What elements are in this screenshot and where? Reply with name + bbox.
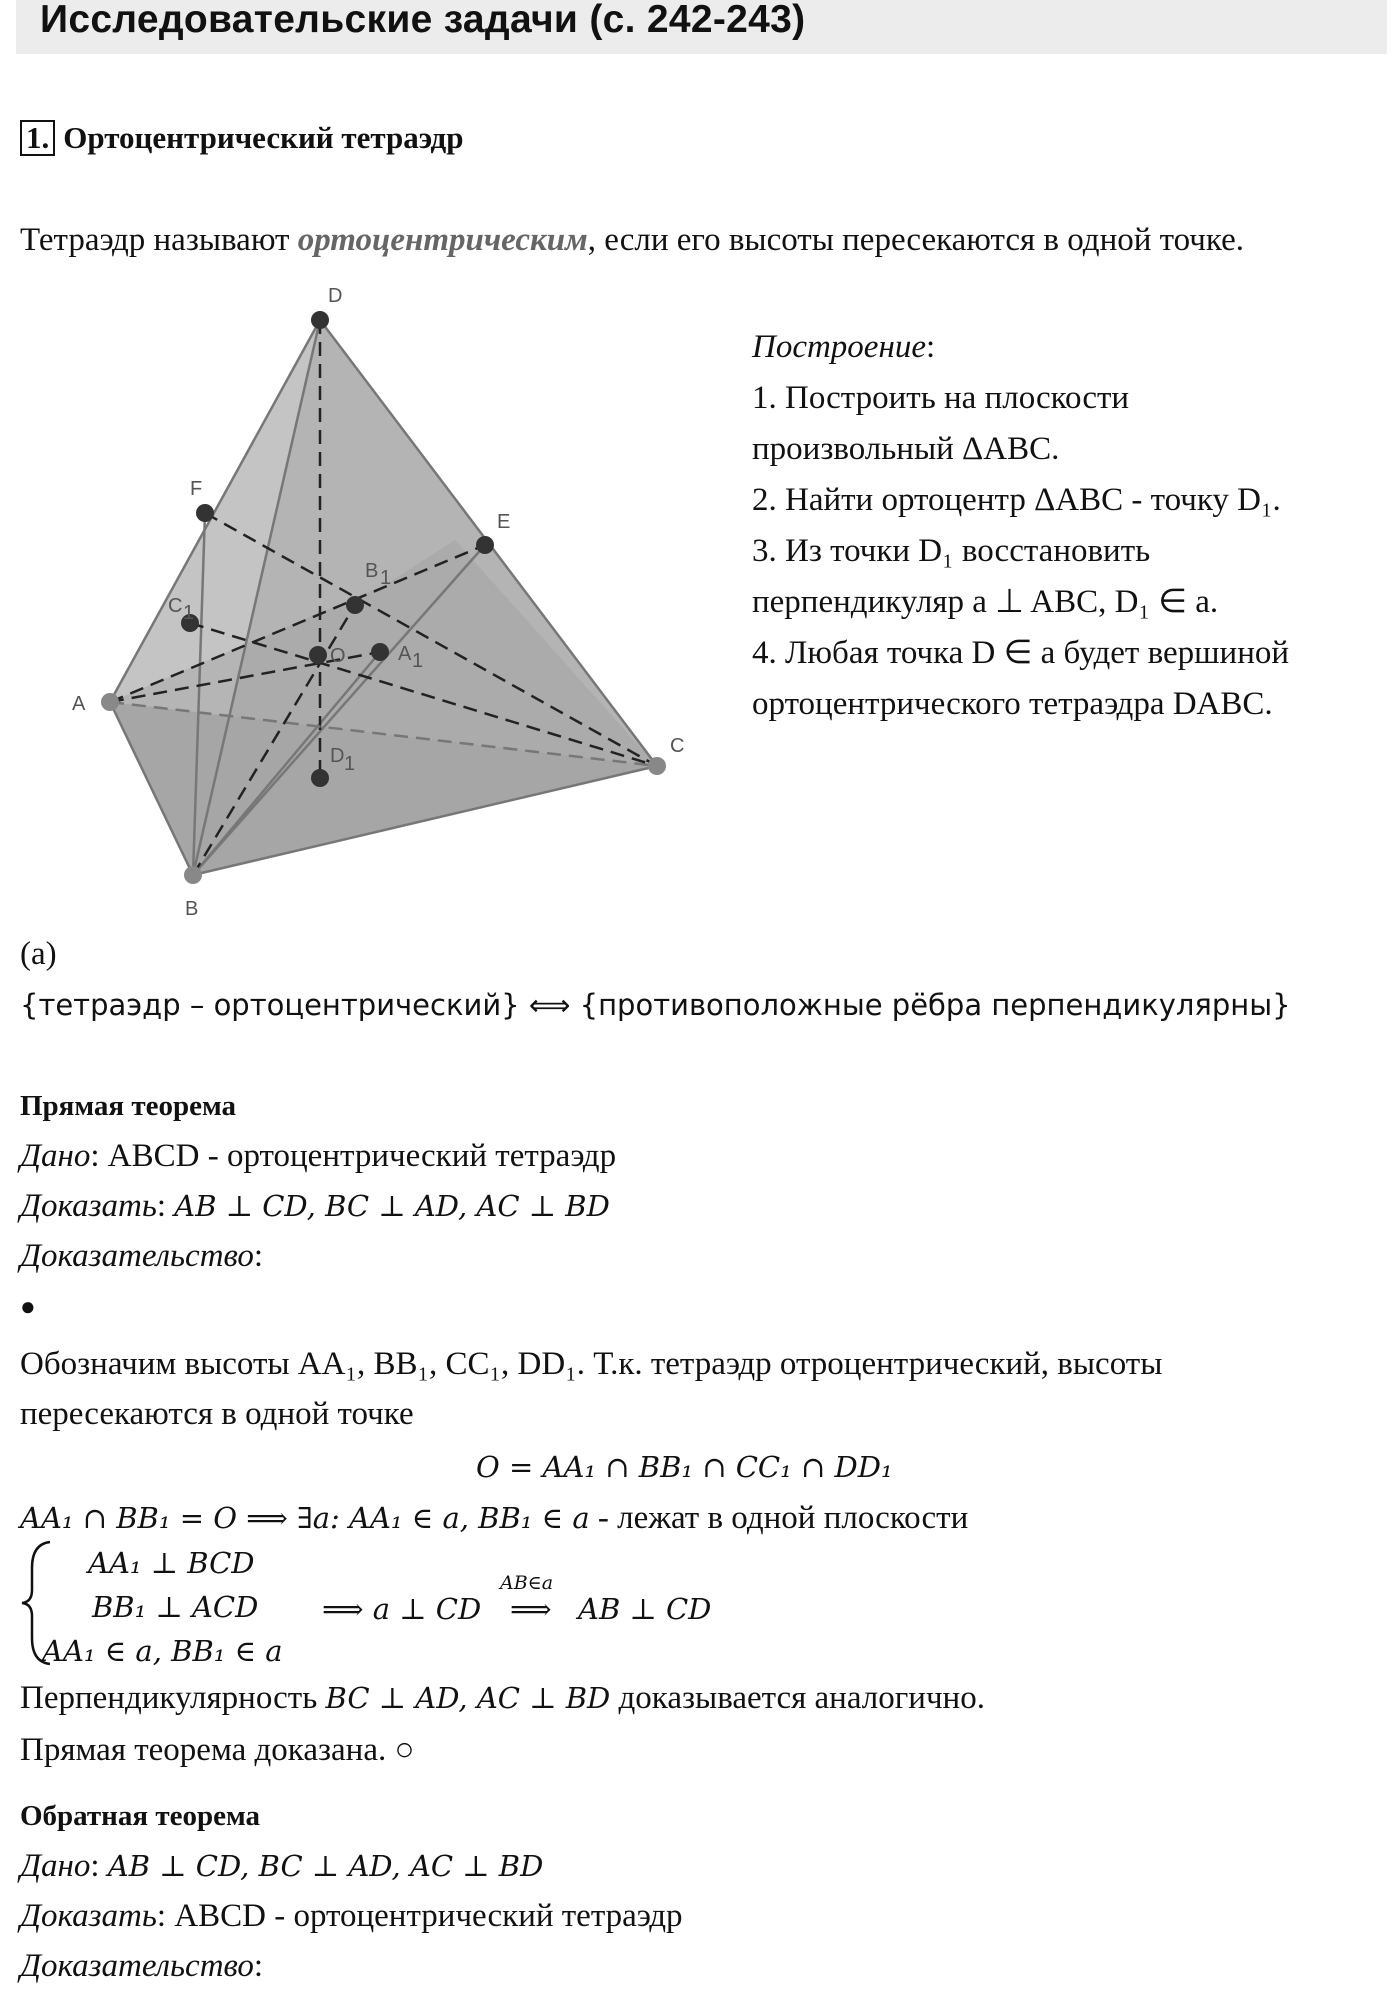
converse-theorem-title: Обратная теорема <box>20 1800 261 1832</box>
given-label: Дано <box>20 1138 91 1174</box>
label-c1-sub: 1 <box>183 602 195 624</box>
point-d <box>311 311 329 329</box>
part-a-statement: {тетраэдр – ортоцентрический} ⟺ {противоположные рёбра перпендикулярны} <box>20 988 1291 1022</box>
equation-intersection: O = AA₁ ∩ BB₁ ∩ CC₁ ∩ DD₁ <box>476 1450 893 1484</box>
equation-plane <box>20 1500 968 1537</box>
system-result: ⟹ a ⊥ CD <box>322 1592 482 1626</box>
construction-line: 1. Построить на плоскости <box>752 380 1130 416</box>
converse-given: Дано: AB ⊥ CD, BC ⊥ AD, AC ⊥ BD <box>20 1848 544 1884</box>
point-b1 <box>346 596 364 614</box>
construction-line: 4. Любая точка D ∈ a будет вершиной <box>752 635 1290 671</box>
direct-given: Дано: ABCD - ортоцентрический тетраэдр <box>20 1138 617 1174</box>
proof-label: Доказательство <box>20 1948 254 1984</box>
construction-block: Построение: 1. Построить на плоскости произвольный ΔABC. 2. Найти ортоцентр ΔABC - точку D₁. 3. Из точки D₁ восстановить перпендикуляр a ⊥ ABC, D₁ ∈ a. 4. Любая точка D ∈ a будет вершиной ортоцентрического тетраэдра DABC. <box>752 322 1289 730</box>
label-c: C <box>670 735 685 757</box>
label-d1: D <box>330 745 345 767</box>
construction-line: ортоцентрического тетраэдра DABC. <box>752 686 1273 722</box>
analogous-before: Перпендикулярность <box>20 1680 326 1716</box>
system-line-2: BB₁ ⊥ ACD <box>92 1590 259 1624</box>
point-d1 <box>311 769 329 787</box>
point-a1 <box>371 643 389 661</box>
bullet: ● <box>20 1292 36 1321</box>
given-text: ABCD - ортоцентрический тетраэдр <box>107 1138 617 1174</box>
direct-done: Прямая теорема доказана. ○ <box>20 1732 415 1768</box>
point-f <box>196 504 214 522</box>
label-b1: B <box>365 560 379 582</box>
converse-prove: Доказать: ABCD - ортоцентрический тетраэдр <box>20 1898 683 1934</box>
given-label: Дано <box>20 1848 91 1884</box>
proof-label: Доказательство <box>20 1238 254 1274</box>
problem-title: Ортоцентрический тетраэдр <box>63 120 464 155</box>
construction-line: перпендикуляр a ⊥ ABC, D₁ ∈ a. <box>752 584 1219 620</box>
system-line-1: AA₁ ⊥ BCD <box>88 1546 255 1580</box>
label-a1: A <box>398 643 412 665</box>
problem-heading <box>20 120 463 156</box>
prove-label: Доказать <box>20 1188 157 1224</box>
point-a <box>101 693 119 711</box>
definition <box>20 222 1244 259</box>
definition-term: ортоцентрическим <box>297 222 588 258</box>
label-o: O <box>330 645 346 667</box>
construction-heading: Построение <box>752 329 926 365</box>
page-header <box>16 0 1387 54</box>
page-title: Исследовательские задачи (с. 242-243) <box>40 0 806 41</box>
label-f: F <box>190 478 203 500</box>
definition-text-start: Тетраэдр называют <box>20 222 298 258</box>
tetrahedron-svg <box>60 280 700 920</box>
direct-proof-label: Доказательство: <box>20 1238 264 1274</box>
problem-number: 1. <box>20 120 55 156</box>
direct-prove: Доказать: AB ⊥ CD, BC ⊥ AD, AC ⊥ BD <box>20 1188 610 1224</box>
equation-plane-tail: - лежат в одной плоскости <box>589 1500 969 1536</box>
prove-label: Доказать <box>20 1898 157 1934</box>
label-a: A <box>72 693 86 715</box>
definition-text-end: , если его высоты пересекаются в одной точке. <box>587 222 1244 258</box>
analogous-note <box>20 1680 985 1717</box>
prove-text: AB ⊥ CD, BC ⊥ AD, AC ⊥ BD <box>174 1189 610 1223</box>
system-final: AB ⊥ CD <box>578 1592 712 1626</box>
direct-theorem-title: Прямая теорема <box>20 1090 237 1122</box>
system-line-3: AA₁ ∈ a, BB₁ ∈ a <box>42 1634 283 1668</box>
label-e: E <box>497 511 511 533</box>
arrow-implies: ⟹ <box>510 1592 552 1626</box>
tetrahedron-figure <box>60 280 700 920</box>
arrow-condition: AB∈a <box>500 1572 554 1594</box>
label-a1-sub: 1 <box>412 650 424 672</box>
point-o <box>309 646 327 664</box>
label-b1-sub: 1 <box>380 567 392 589</box>
construction-line: 2. Найти ортоцентр ΔABC - точку D₁. <box>752 482 1281 518</box>
prove-text: ABCD - ортоцентрический тетраэдр <box>174 1898 683 1934</box>
proof-paragraph-2: пересекаются в одной точке <box>20 1396 414 1432</box>
point-b <box>184 866 202 884</box>
construction-line: 3. Из точки D₁ восстановить <box>752 533 1151 569</box>
part-a-label: (a) <box>20 936 57 972</box>
analogous-math: BC ⊥ AD, AC ⊥ BD <box>325 1681 611 1715</box>
construction-line: произвольный ΔABC. <box>752 431 1060 467</box>
equation-plane-math: AA₁ ∩ BB₁ = O ⟹ ∃a: AA₁ ∈ a, BB₁ ∈ a <box>20 1501 590 1535</box>
label-c1: C <box>168 595 183 617</box>
point-c <box>648 757 666 775</box>
label-d1-sub: 1 <box>344 753 356 775</box>
point-e <box>476 536 494 554</box>
analogous-after: доказывается аналогично. <box>610 1680 985 1716</box>
given-text: AB ⊥ CD, BC ⊥ AD, AC ⊥ BD <box>107 1849 544 1883</box>
converse-proof-label: Доказательство: <box>20 1948 264 1984</box>
label-b: B <box>185 898 199 920</box>
label-d: D <box>328 285 343 307</box>
proof-paragraph-1: Обозначим высоты AA₁, BB₁, CC₁, DD₁. Т.к. тетраэдр отроцентрический, высоты <box>20 1346 1163 1382</box>
